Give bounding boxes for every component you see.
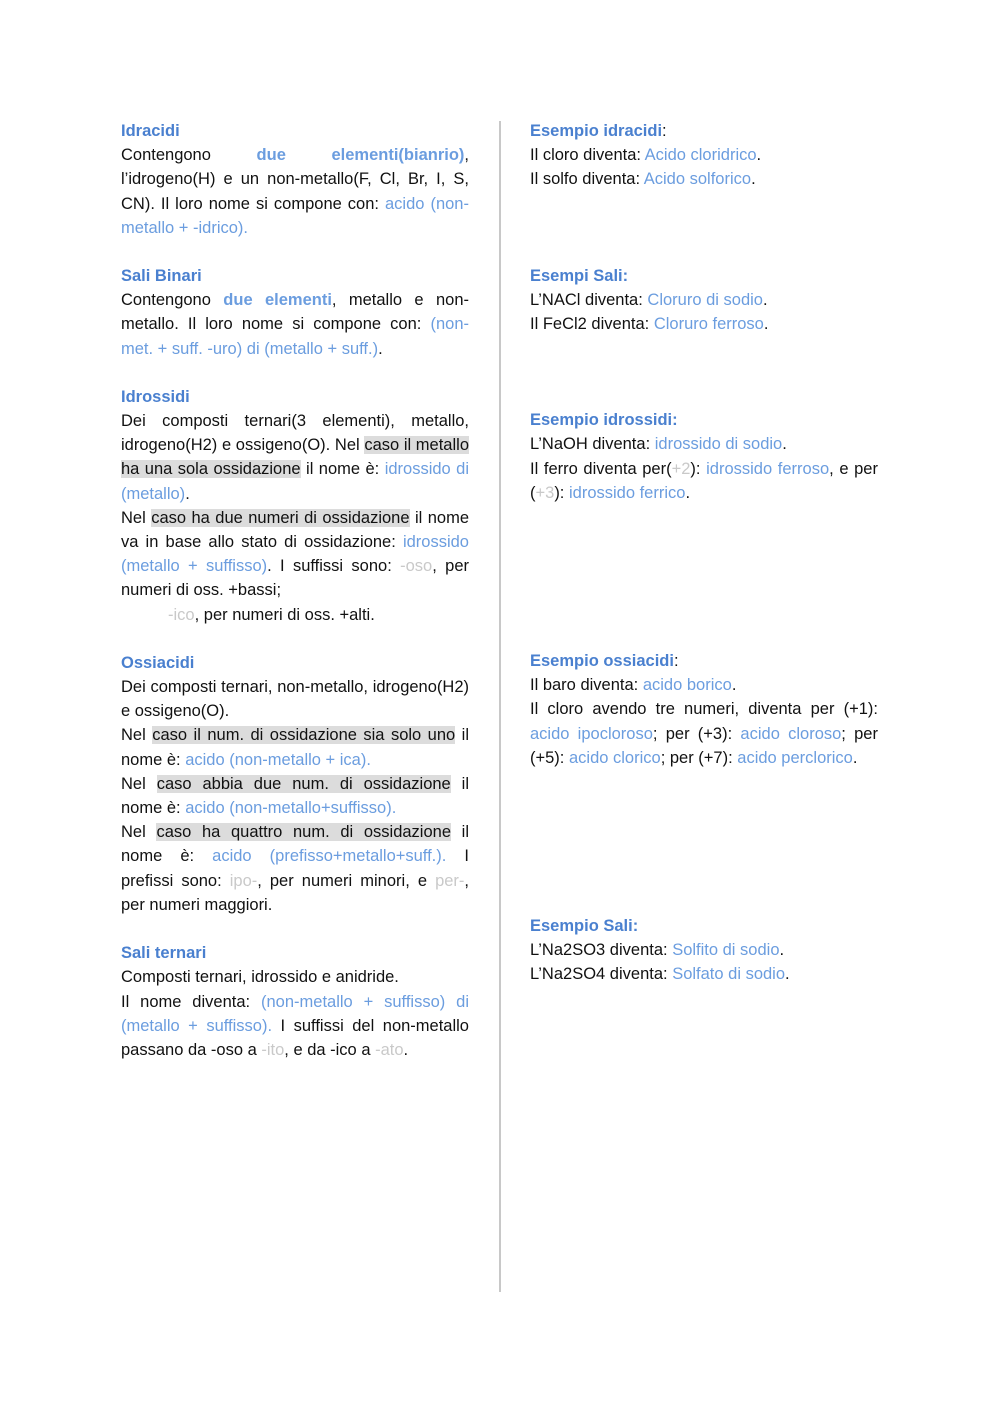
heading-esempio-idrossidi: Esempio idrossidi: (530, 411, 678, 430)
text: Il solfo diventa: (530, 170, 644, 189)
text: , per numeri maggiori. (121, 871, 469, 914)
text: ): (690, 459, 707, 478)
paragraph (121, 603, 469, 627)
text: . (763, 315, 769, 334)
text: Contengono (121, 291, 224, 310)
formula: acido (non-metallo+suffisso). (185, 799, 397, 818)
heading-text: Esempio idracidi (530, 122, 663, 140)
text: L’NACl diventa: (530, 290, 648, 309)
text: ; per (+3): (652, 724, 741, 743)
paragraph (121, 506, 469, 603)
section-esempio-sali-ternari (530, 914, 878, 987)
paragraph (121, 723, 469, 771)
text: L’NaOH diventa: (530, 435, 655, 454)
result: Solfito di sodio (672, 941, 780, 960)
highlight: caso il metallo ha una sola ossidazione (121, 436, 469, 479)
heading-ossiacidi: Ossiacidi (121, 653, 195, 672)
heading-esempio-ossiacidi (530, 649, 878, 673)
text: Il baro diventa: (530, 676, 643, 695)
example-line (530, 312, 878, 336)
text: Il cloro avendo tre numeri, diventa per (+1): (530, 700, 878, 719)
text: . (185, 484, 190, 503)
section-idracidi (121, 119, 469, 240)
result: Cloruro di sodio (647, 290, 763, 309)
text: . (756, 146, 762, 165)
section-ossiacidi (121, 651, 469, 917)
text: . (378, 339, 383, 358)
formula: idrossido di (metallo) (121, 460, 469, 503)
example-line (530, 288, 878, 312)
text: Il ferro diventa per( (530, 459, 672, 478)
result: acido clorico (568, 748, 661, 767)
text: , metallo e non-metallo. Il loro nome si compone con: (121, 291, 469, 334)
result: Acido solforico (643, 170, 752, 189)
section-sali-binari (121, 264, 469, 361)
text: : (662, 122, 667, 140)
example-line (530, 457, 878, 505)
heading-idrossidi: Idrossidi (121, 387, 190, 406)
formula: (non-met. + suff. -uro) di (metallo + suff.) (121, 315, 469, 358)
paragraph (121, 288, 469, 361)
formula: idrossido (metallo + suffisso) (121, 533, 469, 576)
highlight: caso ha quattro num. di ossidazione (156, 823, 452, 842)
text: ): (554, 483, 569, 502)
section-esempio-idrossidi (530, 408, 878, 505)
result: Cloruro ferroso (653, 315, 764, 334)
text: I prefissi sono: (121, 847, 469, 890)
text: Nel (121, 774, 157, 793)
result: acido ipocloroso (530, 724, 653, 743)
section-esempio-idracidi (530, 119, 878, 192)
text: L’Na2SO3 diventa: (530, 941, 673, 960)
text: I suffissi del non-metallo passano da -oso a (121, 1016, 469, 1059)
highlight: caso il num. di ossidazione sia solo uno (152, 726, 456, 745)
highlight: caso ha due numeri di ossidazione (151, 508, 410, 527)
formula: acido (prefisso+metallo+suff.). (212, 847, 447, 866)
formula: (non-metallo + suffisso) di (metallo + suffisso). (121, 992, 469, 1035)
heading-idracidi: Idracidi (121, 122, 180, 140)
example-line (530, 167, 878, 191)
text: : (673, 652, 679, 671)
heading-sali-ternari: Sali ternari (121, 944, 207, 963)
text: il nome è: (121, 823, 470, 866)
right-column (530, 119, 878, 987)
text: L’Na2SO4 diventa: (530, 965, 673, 984)
paragraph (121, 143, 469, 240)
example-line (530, 697, 878, 770)
text: . (751, 170, 756, 189)
bold-term: due elementi(bianrio) (256, 146, 465, 165)
text: . (762, 290, 768, 309)
text: , e da -ico a (284, 1040, 376, 1059)
left-column (121, 119, 469, 1062)
text: Nel (121, 508, 152, 527)
text: Nel (121, 726, 153, 745)
text: . (685, 483, 691, 502)
highlight: caso abbia due num. di ossidazione (156, 774, 451, 793)
text: Il cloro diventa: (530, 146, 645, 165)
text: , per numeri di oss. +bassi; (121, 557, 469, 600)
column-divider (499, 121, 501, 1292)
text: . (852, 748, 858, 767)
text: Il nome diventa: (121, 992, 261, 1011)
result: acido perclorico (737, 748, 853, 767)
text: , l’idrogeno(H) e un non-metallo(F, Cl, Br, I, S, CN). Il loro nome si compone con: (121, 146, 470, 213)
text: , e per ( (530, 459, 878, 502)
oxidation-number: +3 (535, 483, 555, 502)
text: il nome è: (300, 460, 385, 479)
heading-esempi-sali: Esempi Sali: (530, 266, 629, 285)
text: . (785, 965, 790, 984)
text: . (779, 941, 785, 960)
suffix: -ito (261, 1040, 285, 1059)
text: Contengono (121, 146, 257, 165)
example-line (530, 673, 878, 697)
text: . (782, 435, 787, 454)
paragraph (121, 409, 469, 506)
prefix: per- (435, 871, 465, 890)
text: il nome è: (121, 774, 470, 818)
text: ; per (+5): (530, 724, 878, 767)
result: idrossido ferrico (568, 483, 686, 502)
example-line (530, 143, 878, 167)
text: Il FeCl2 diventa: (530, 315, 654, 334)
result: acido cloroso (740, 724, 842, 743)
paragraph: Composti ternari, idrossido e anidride. (121, 968, 399, 987)
heading-sali-binari: Sali Binari (121, 267, 202, 286)
formula: acido (non-metallo + -idrico). (121, 194, 469, 237)
result: acido borico (642, 676, 732, 695)
suffix: -ato (375, 1040, 404, 1059)
text: Dei composti ternari(3 elementi), metallo, idrogeno(H2) e ossigeno(O). Nel (121, 412, 469, 455)
formula: acido (non-metallo + ica). (185, 750, 371, 769)
paragraph: Dei composti ternari, non-metallo, idrogeno(H2) e ossigeno(O). (121, 678, 469, 721)
text: il nome va in base allo stato di ossidazione: (121, 508, 470, 552)
text: il nome è: (121, 726, 469, 769)
text: Nel (121, 823, 157, 842)
oxidation-number: +2 (671, 459, 691, 478)
heading-esempio-idracidi (530, 119, 878, 143)
result: idrossido ferroso (706, 459, 830, 478)
paragraph (121, 820, 469, 917)
text: , per numeri di oss. +alti. (194, 605, 375, 624)
result: idrossido di sodio (654, 435, 783, 454)
paragraph (121, 990, 469, 1063)
suffix: -oso (400, 557, 433, 576)
text: . (731, 676, 737, 695)
section-esempio-ossiacidi (530, 649, 878, 770)
text: . I suffissi sono: (267, 557, 401, 576)
bold-term: due elementi (223, 291, 332, 310)
prefix: ipo- (229, 871, 258, 890)
heading-esempio-sali-ternari: Esempio Sali: (530, 917, 639, 936)
text: ; per (+7): (660, 748, 738, 767)
paragraph (121, 772, 469, 820)
text: . (403, 1040, 409, 1059)
result: Acido cloridrico (644, 146, 757, 165)
section-idrossidi (121, 385, 469, 627)
section-esempi-sali (530, 264, 878, 337)
suffix: -ico (168, 605, 195, 624)
example-line (530, 432, 878, 456)
heading-text: Esempio ossiacidi (530, 652, 674, 671)
section-sali-ternari (121, 941, 469, 1062)
example-line (530, 938, 878, 962)
result: Solfato di sodio (672, 965, 786, 984)
text: , per numeri minori, e (257, 871, 436, 890)
example-line (530, 962, 878, 986)
